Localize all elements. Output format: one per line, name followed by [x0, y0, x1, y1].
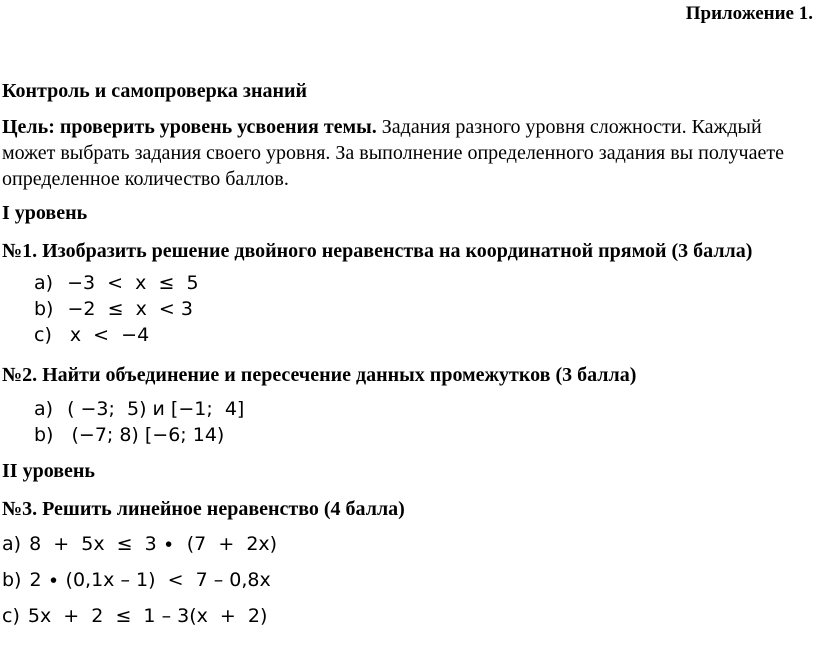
item-expression: 2 ∙ (0,1x – 1) < 7 – 0,8x: [29, 569, 271, 591]
task-3-title: №3. Решить линейное неравенство (4 балла): [2, 498, 405, 520]
task-1-title: №1. Изобразить решение двойного неравенства на координатной прямой (3 балла): [2, 240, 753, 262]
task-2-item-a: [34, 398, 244, 420]
item-expression: 8 + 5x ≤ 3 ∙ (7 + 2x): [29, 533, 278, 555]
item-label: b): [34, 298, 54, 320]
item-label: c): [34, 324, 52, 346]
task-1-item-c: [34, 324, 149, 346]
item-label: a): [2, 533, 22, 555]
item-label: c): [2, 605, 20, 627]
level-1-heading: I уровень: [2, 202, 88, 224]
task-3-item-b: [2, 569, 271, 591]
item-expression: 5x + 2 ≤ 1 – 3(x + 2): [27, 605, 268, 627]
item-expression: −2 ≤ x < 3: [67, 298, 193, 320]
item-expression: x < −4: [69, 324, 150, 346]
item-expression: (−7; 8) [−6; 14): [71, 424, 225, 446]
goal-paragraph: [2, 114, 808, 192]
task-3-item-c: [2, 605, 267, 627]
item-label: a): [34, 398, 54, 420]
task-3-item-a: [2, 533, 277, 555]
goal-text: Задания разного уровня сложности. Каждый может выбрать задания своего уровня. За выполнение определенного задания вы получаете определенное количество баллов.: [2, 116, 784, 190]
appendix-label: Приложение 1.: [685, 3, 813, 24]
task-2-item-b: [34, 424, 224, 446]
task-2-title: №2. Найти объединение и пересечение данных промежутков (3 балла): [2, 364, 637, 386]
item-label: b): [2, 569, 22, 591]
item-label: a): [34, 272, 54, 294]
item-label: b): [34, 424, 54, 446]
item-expression: ( −3; 5) и [−1; 4]: [67, 398, 245, 420]
goal-label: Цель: проверить уровень усвоения темы.: [2, 116, 377, 138]
page-title: Контроль и самопроверка знаний: [2, 80, 308, 102]
task-1-item-a: [34, 272, 199, 294]
item-expression: −3 < x ≤ 5: [67, 272, 199, 294]
task-1-item-b: [34, 298, 193, 320]
level-2-heading: II уровень: [2, 460, 95, 482]
